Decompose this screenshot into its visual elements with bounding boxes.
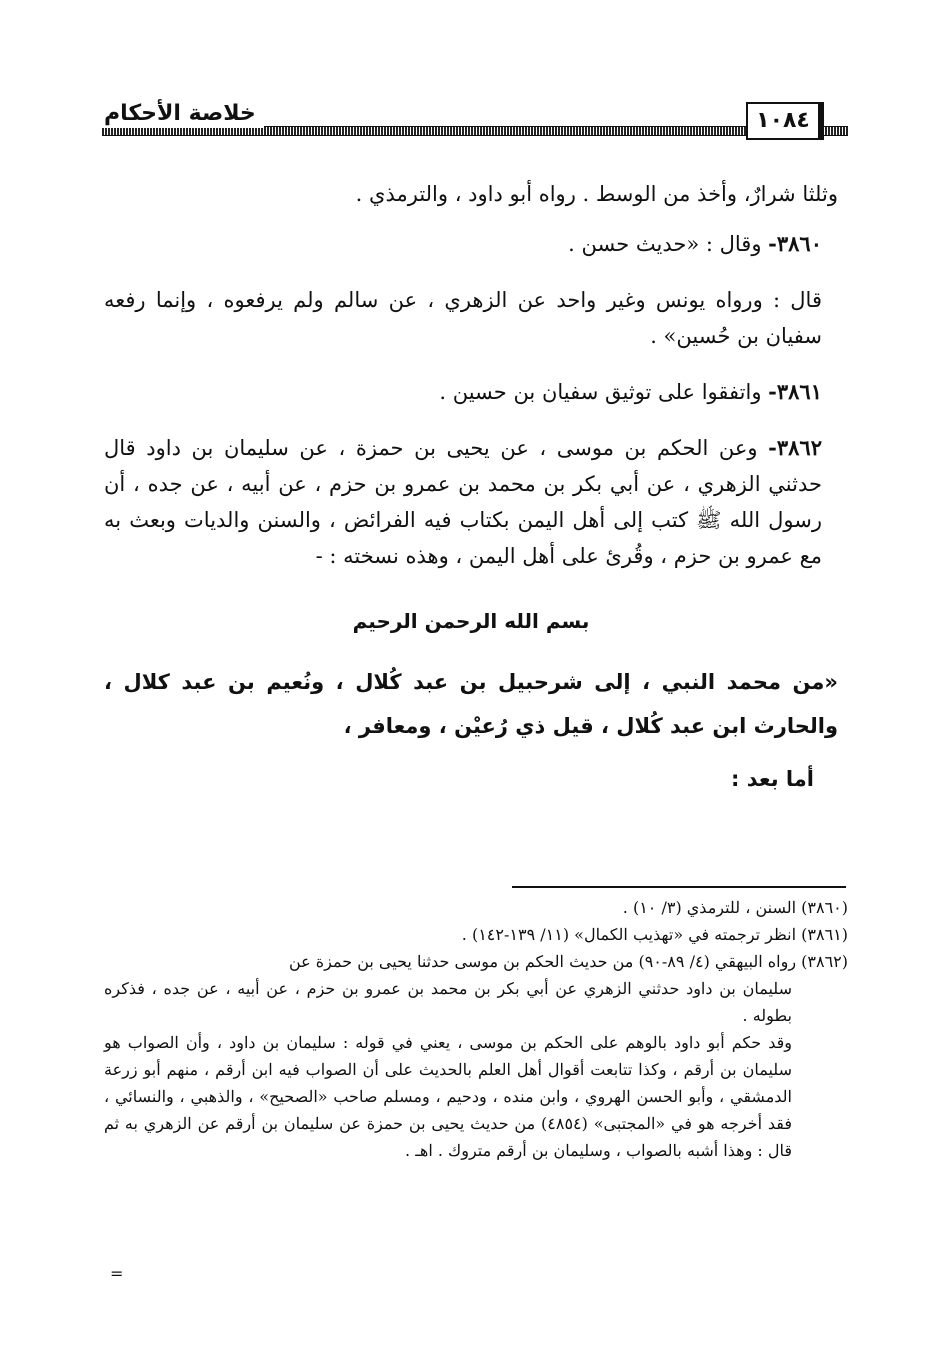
footnote-rule: [512, 886, 846, 888]
hadith-number: ٣٨٦٢-: [768, 435, 822, 460]
page-number: ١٠٨٤: [746, 102, 820, 140]
hadith-3862: [104, 430, 838, 574]
letter-text: «من محمد النبي ، إلى شرحبيل بن عبد كُلال ، ونُعيم بن عبد كلال ، والحارث ابن عبد كُلال ، قيل ذي رُعيْن ، ومعافر ،: [104, 670, 838, 738]
book-title: خلاصة الأحكام: [102, 100, 264, 128]
footnotes: [104, 894, 848, 1164]
continuation-mark: =: [110, 1264, 124, 1283]
hadith-text: وقال : «حديث حسن .: [568, 232, 769, 256]
hadith-number: ٣٨٦٠-: [768, 231, 822, 256]
footnote-3862-body: وقد حكم أبو داود بالوهم على الحكم بن موسى ، يعني في قوله : سليمان بن داود ، وأن الصواب هو سليمان بن أرقم ، وكذا تتابعت أقوال أهل العلم بالحديث على أن الصواب فيه ابن أرقم ، منهم أبو زرعة الدمشقي ، وأبو الحسن الهروي ، وابن منده ، ودحيم ، ومسلم صاحب «الصحيح» ، والذهبي ، والنسائي ، فقد أخرجه هو في «المجتبى» (٤٨٥٤) من حديث يحيى بن حمزة عن سليمان بن أرقم عن الزهري به ثم قال : وهذا أشبه بالصواب ، وسليمان بن أرقم متروك . اهـ .: [104, 1033, 793, 1160]
basmala: بسم الله الرحمن الرحيم: [352, 609, 590, 633]
paragraph: وثلثا شرارٌ، وأخذ من الوسط . رواه أبو داود ، والترمذي .: [355, 182, 838, 206]
amma-baad: أما بعد :: [731, 767, 814, 791]
paragraph: قال : ورواه يونس وغير واحد عن الزهري ، عن سالم ولم يرفعوه ، وإنما رفعه سفيان بن حُسين» .: [104, 288, 822, 348]
hadith-3860: [104, 226, 838, 262]
page-header: [102, 100, 848, 136]
hadith-3861: [104, 374, 838, 410]
hadith-number: ٣٨٦١-: [768, 379, 822, 404]
footnote-3862-body: سليمان بن داود حدثني الزهري عن أبي بكر بن محمد بن عمرو بن حزم ، عن أبيه ، عن جده ، فذكره بطوله .: [104, 979, 793, 1025]
main-text: [104, 176, 838, 796]
footnote-3862: (٣٨٦٢) رواه البيهقي (٤/ ٨٩-٩٠) من حديث الحكم بن موسى حدثنا يحيى بن حمزة عن: [288, 952, 848, 971]
footnote-3860: (٣٨٦٠) السنن ، للترمذي (٣/ ١٠) .: [622, 898, 848, 917]
hadith-text: وعن الحكم بن موسى ، عن يحيى بن حمزة ، عن سليمان بن داود قال حدثني الزهري ، عن أبي بكر بن محمد بن عمرو بن حزم ، عن أبيه ، عن جده ، أن رسول الله ﷺ كتب إلى أهل اليمن بكتاب فيه الفرائض ، والسنن والديات وبعث به مع عمرو بن حزم ، وقُرئ على أهل اليمن ، وهذه نسخته : -: [104, 436, 822, 568]
footnote-3861: (٣٨٦١) انظر ترجمته في «تهذيب الكمال» (١١/ ١٣٩-١٤٢) .: [461, 925, 848, 944]
hadith-text: واتفقوا على توثيق سفيان بن حسين .: [439, 380, 769, 404]
